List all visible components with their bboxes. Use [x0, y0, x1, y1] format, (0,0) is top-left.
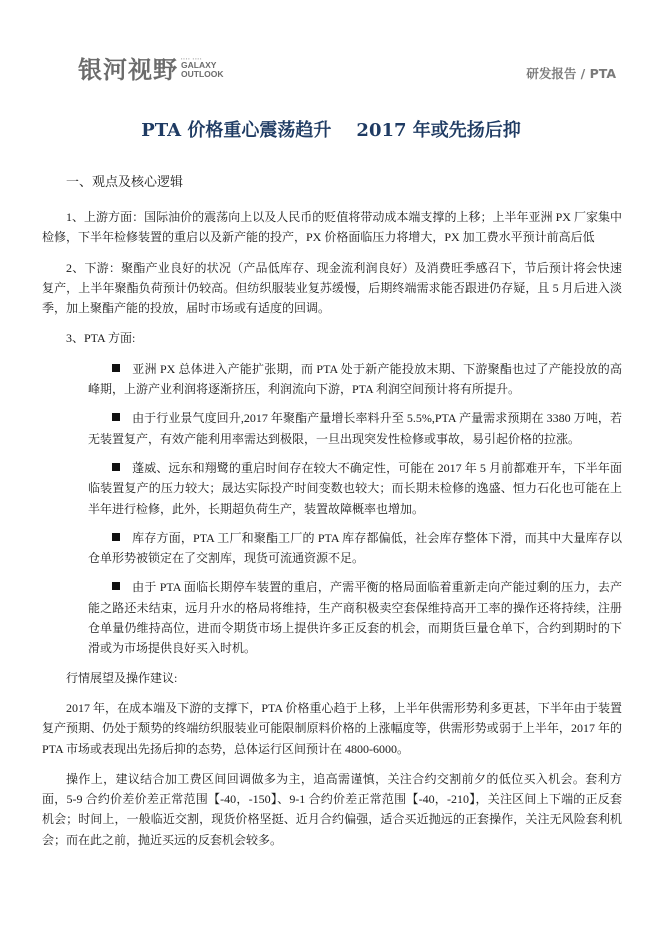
logo-en-line2: OUTLOOK	[181, 68, 224, 79]
bullet-text: 蓬威、远东和翔鹭的重启时间存在较大不确定性，可能在 2017 年 5 月前都难开车，下半年面临装置复产的压力较大；晟达实际投产时间变数也较大；而长期未检修的逸盛、恒力石化也可能在上半年进行检修，此外，长期超负荷生产，装置故障概率也增加。	[88, 460, 622, 516]
galaxy-outlook-logo	[78, 50, 224, 85]
paragraph-pta-label: 3、PTA 方面:	[66, 331, 136, 346]
document-body	[42, 207, 622, 860]
logo-dots: ▪▪▪▪ ▪▪▪▪	[181, 55, 203, 61]
bullet-item	[42, 408, 622, 449]
bullet-text: 库存方面，PTA 工厂和聚酯工厂的 PTA 库存都偏低，社会库存整体下滑，而其中大量库存以仓单形势被锁定在了交割库，现货可流通资源不足。	[88, 530, 622, 566]
report-category-tag: 研发报告 / PTA	[526, 66, 616, 81]
paragraph-downstream: 2、下游：聚酯产业良好的状况（产品低库存、现金流利润良好）及消费旺季感召下，节后预计将会快速复产，上半年聚酯负荷预计仍较高。但纺织服装业复苏缓慢，后期终端需求能否跟进仍存疑，且 5 月后进入淡季，加上聚酯产能的投放，届时市场或有适度的回调。	[42, 260, 622, 316]
logo-chinese-text: 银河视野	[78, 56, 178, 84]
square-bullet-icon	[112, 533, 120, 541]
bullet-text: 由于 PTA 面临长期停车装置的重启，产需平衡的格局面临着重新走向产能过剩的压力，去产能之路还未结束，远月升水的格局将维持，生产商积极卖空套保维持高开工率的操作还将持续，注册仓单量仍维持高位，进而令期货市场上提供许多正反套的机会，而期货巨量仓单下，合约到期时的下滑或为市场提供良好买入时机。	[88, 580, 622, 656]
bullet-item	[42, 458, 622, 519]
bullet-item	[42, 577, 622, 658]
bullet-item	[42, 359, 622, 400]
square-bullet-icon	[112, 413, 120, 421]
section-heading: 一、观点及核心逻辑	[66, 175, 184, 190]
bullet-text: 由于行业景气度回升,2017 年聚酯产量增长率料升至 5.5%,PTA 产量需求预期在 3380 万吨，若无装置复产，有效产能利用率需达到极限，一旦出现突发性检修或事故，易引起价格的拉涨。	[88, 411, 622, 446]
outlook-label: 行情展望及操作建议:	[66, 670, 178, 685]
square-bullet-icon	[112, 364, 120, 372]
document-title: PTA 价格重心震荡趋升 2017 年或先扬后抑	[141, 120, 521, 141]
logo-english-text	[181, 57, 224, 79]
paragraph-outlook: 2017 年，在成本端及下游的支撑下，PTA 价格重心趋于上移，上半年供需形势利多更甚，下半年由于装置复产预期、仍处于颓势的终端纺织服装业可能限制原料价格的上涨幅度等，供需形势或弱于上半年，2017 年的 PTA 市场或表现出先扬后抑的态势，总体运行区间预计在 4800-6000。	[42, 700, 622, 756]
square-bullet-icon	[112, 463, 120, 471]
paragraph-upstream: 1、上游方面：国际油价的震荡向上以及人民币的贬值将带动成本端支撑的上移；上半年亚洲 PX 厂家集中检修，下半年检修装置的重启以及新产能的投产，PX 价格面临压力将增大，PX 加工费水平预计前高后低	[42, 210, 622, 245]
bullet-text: 亚洲 PX 总体进入产能扩张期，而 PTA 处于新产能投放末期、下游聚酯也过了产能投放的高峰期，上游产业利润将逐渐挤压，利润流向下游，PTA 利润空间预计将有所提升。	[88, 361, 622, 397]
logo-en-line1: GALAXY	[181, 59, 217, 70]
bullet-item	[42, 528, 622, 569]
square-bullet-icon	[112, 582, 120, 590]
paragraph-operation: 操作上，建议结合加工费区间回调做多为主，追高需谨慎，关注合约交割前夕的低位买入机会。套利方面，5-9 合约价差价差正常范围【-40，-150】、9-1 合约价差正常范围【-40，-210】，关注区间上下端的正反套机会；时间上，一般临近交割，现货价格坚挺、近月合约偏强，适合买近抛远的正套操作，关注无风险套利机会；而在此之前，抛近买远的反套机会较多。	[42, 771, 622, 847]
